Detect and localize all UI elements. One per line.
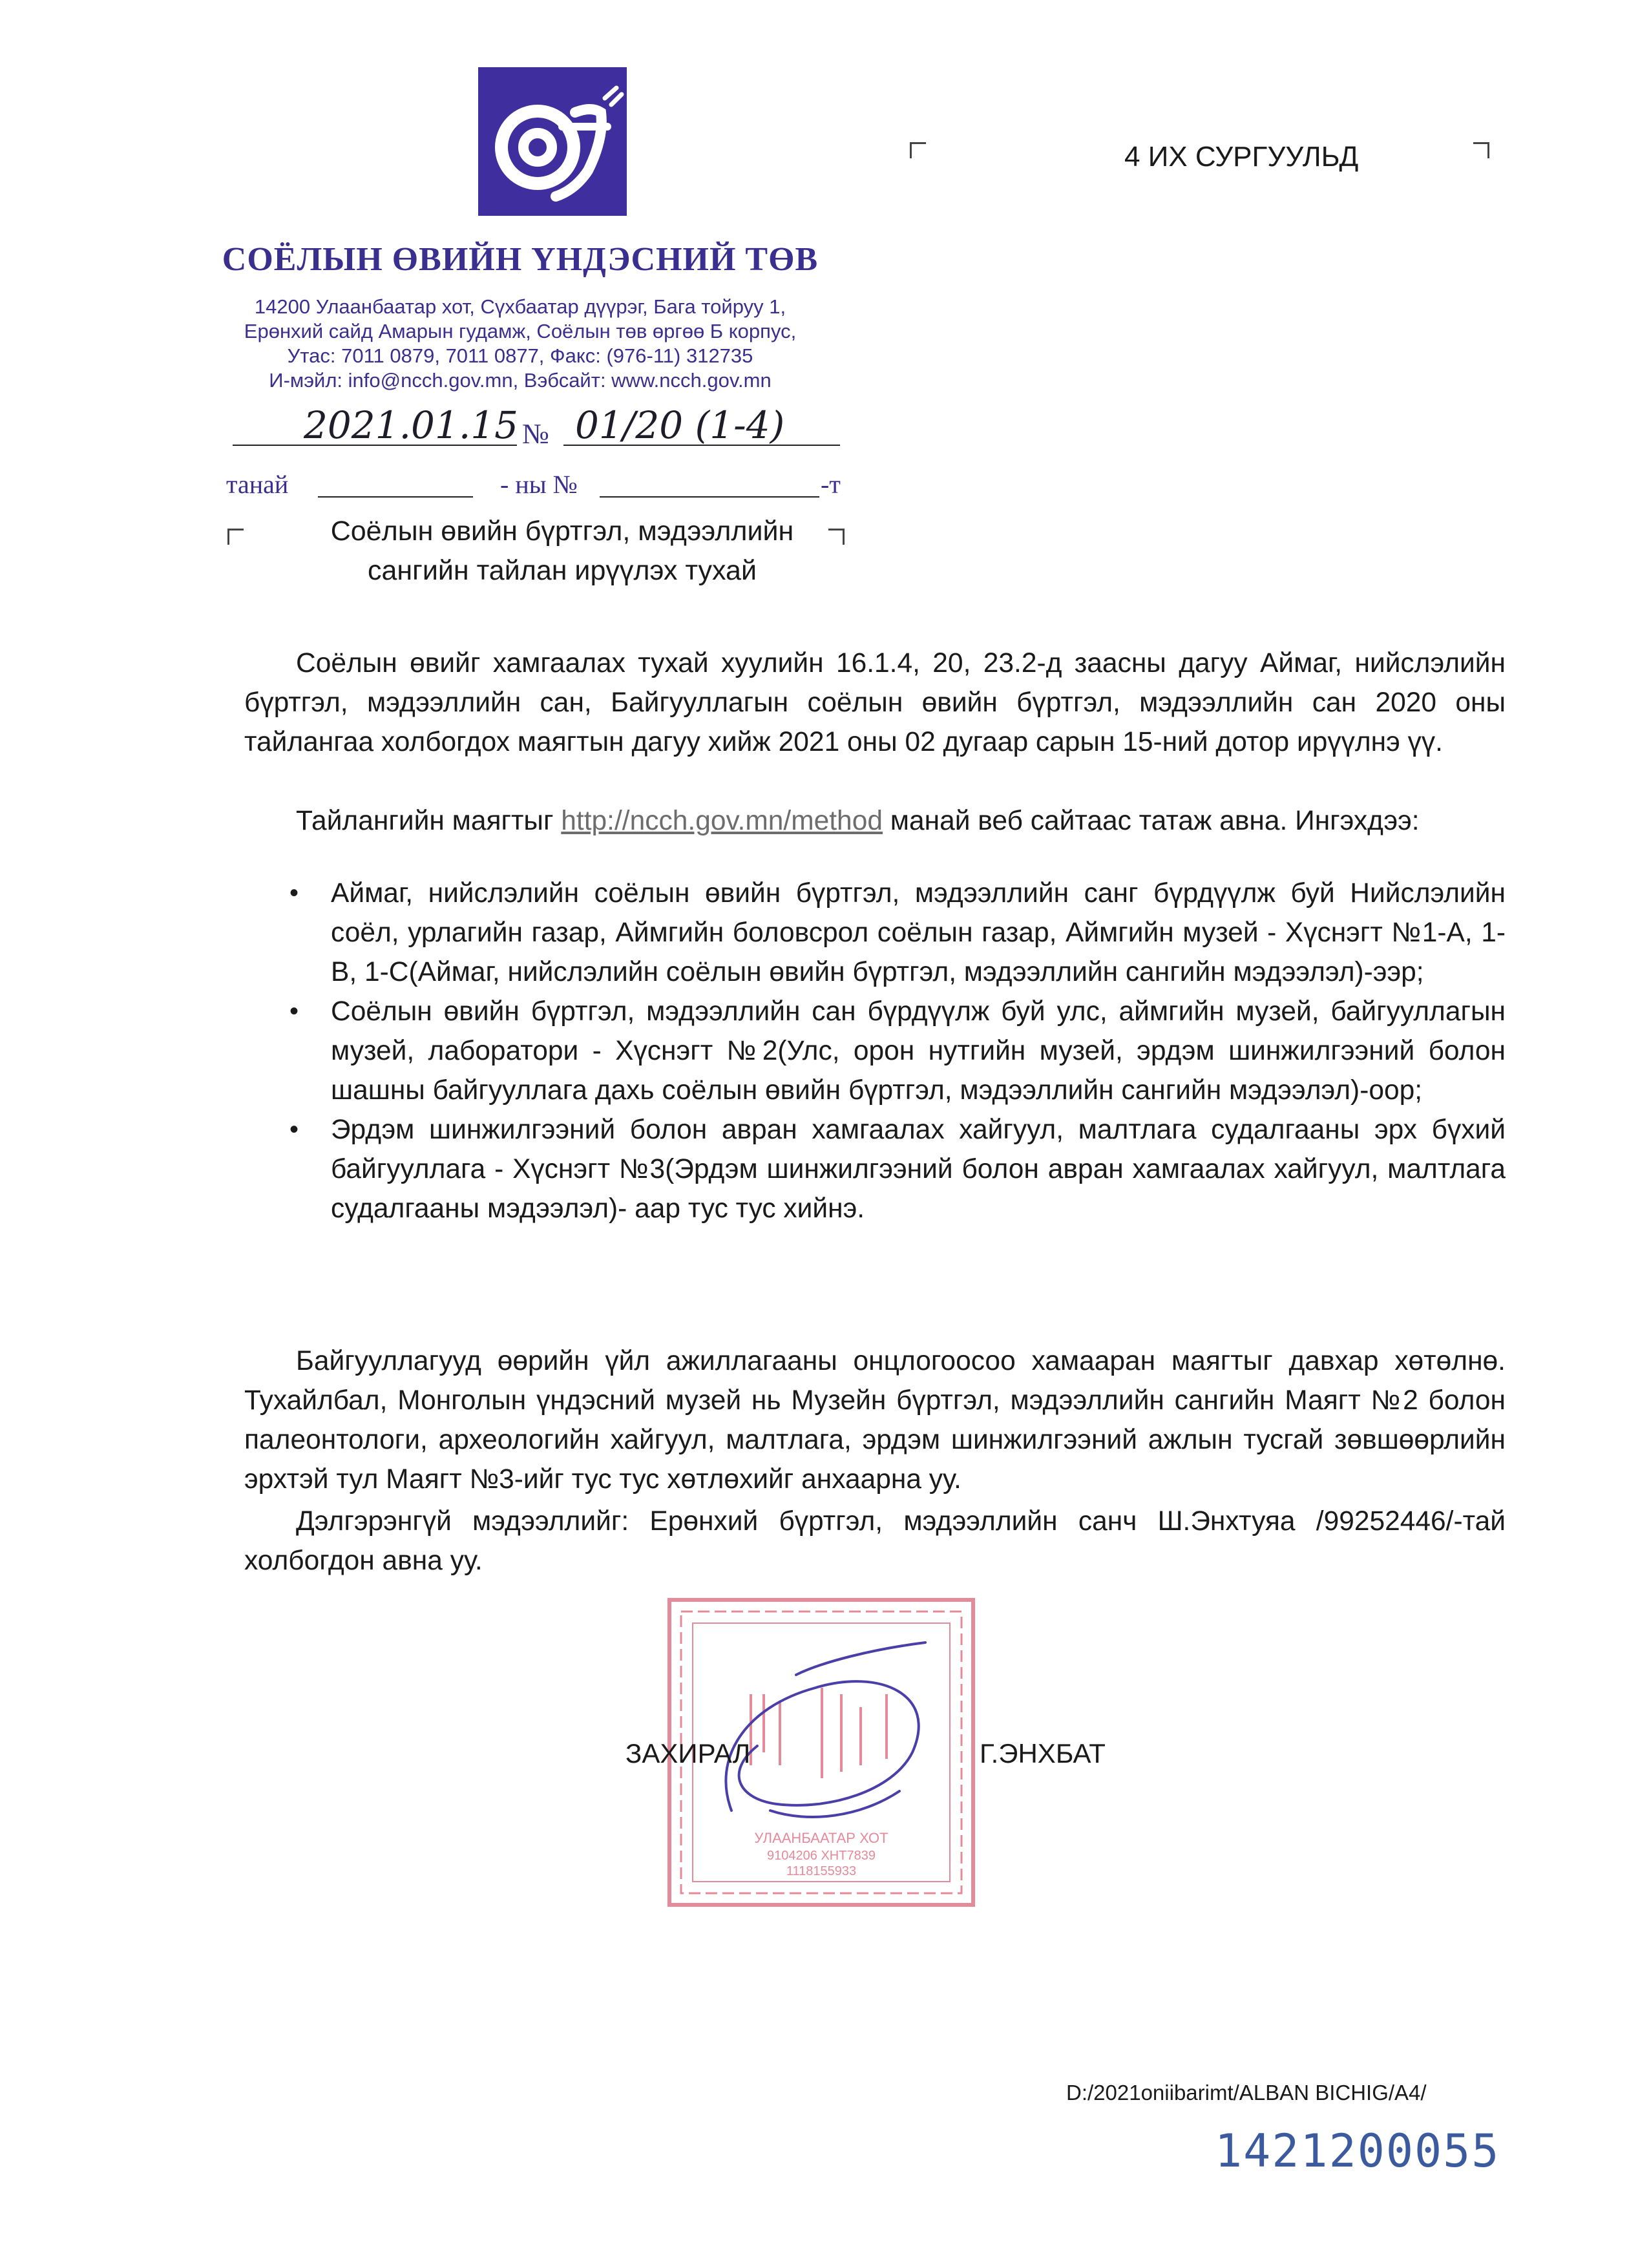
handwritten-signature — [726, 1643, 925, 1817]
recipient: 4 ИХ СУРГУУЛЬД — [1124, 141, 1359, 173]
letter-number: 01/20 (1-4) — [575, 403, 785, 447]
your-number-label: - ны № — [500, 470, 578, 499]
organization-name: СОЁЛЫН ӨВИЙН ҮНДЭСНИЙ ТӨВ — [222, 241, 819, 278]
stamp-text: 9104206 ХНТ7839 — [767, 1849, 876, 1863]
instruction-list — [284, 874, 1506, 1228]
method-link[interactable]: http://ncch.gov.mn/method — [561, 806, 883, 836]
address-line: 14200 Улаанбаатар хот, Сүхбаатар дүүрэг, Бага тойруу 1, — [254, 295, 786, 318]
corner-mark — [1473, 142, 1489, 158]
signatory-name: Г.ЭНХБАТ — [980, 1738, 1106, 1769]
your-ref-label: танай — [226, 470, 289, 499]
ref-suffix: -т — [821, 470, 841, 499]
ncch-logo-icon — [478, 67, 627, 216]
subject — [271, 512, 853, 591]
stamp-text: 1118155933 — [786, 1864, 857, 1878]
corner-mark — [828, 529, 845, 545]
registration-number: 1421200055 — [1215, 2125, 1500, 2178]
contact-line: И-мэйл: info@ncch.gov.mn, Вэбсайт: www.ncch.gov.mn — [269, 369, 772, 392]
number-label: № — [522, 418, 549, 450]
paragraph-text: манай веб сайтаас татаж авна. Ингэхдээ: — [882, 806, 1420, 836]
corner-mark — [227, 529, 244, 545]
list-item — [284, 992, 1506, 1110]
your-number-underline — [600, 496, 819, 498]
list-item-text: Эрдэм шинжилгээний болон авран хамгаалах хайгуул, малтлага судалгааны эрх бүхий байгууллага - Хүснэгт №3(Эрдэм шинжилгээний болон авран хамгаалах хайгуул, малтлага судалгааны мэдээлэл)- аар тус тус хийнэ. — [331, 1115, 1506, 1224]
list-item-text: Аймаг, нийслэлийн соёлын өвийн бүртгэл, мэдээллийн санг бүрдүүлж буй Нийслэлийн соёл, урлагийн газар, Аймгийн боловсрол соёлын газар, Аймгийн музей - Хүснэгт №1-А, 1-В, 1-С(Аймаг, нийслэлийн соёлын өвийн бүртгэл, мэдээллийн сангийн мэдээлэл)-ээр; — [331, 878, 1506, 987]
your-ref-underline — [318, 496, 473, 498]
list-item-text: Соёлын өвийн бүртгэл, мэдээллийн сан бүрдүүлж буй улс, аймгийн музей, байгууллагын музей, лаборатори - Хүснэгт №2(Улс, орон нутгийн музей, эрдэм шинжилгээний болон шашны байгууллага дахь соёлын өвийн бүртгэл, мэдээллийн сангийн мэдээлэл)-оор; — [331, 996, 1506, 1106]
subject-line: Соёлын өвийн бүртгэл, мэдээллийн — [330, 516, 794, 547]
body-paragraph — [244, 801, 1506, 841]
list-item — [284, 1110, 1506, 1228]
corner-mark — [910, 142, 926, 158]
number-underline — [563, 445, 840, 446]
subject-line: сангийн тайлан ирүүлэх тухай — [368, 555, 757, 586]
bullet-icon: • — [289, 1115, 299, 1144]
address-line: Ерөнхий сайд Амарын гудамж, Соёлын төв өргөө Б корпус, — [244, 320, 797, 342]
body-paragraph: Соёлын өвийг хамгаалах тухай хуулийн 16.1.4, 20, 23.2-д заасны дагуу Аймаг, нийслэлийн бүртгэл, мэдээллийн сан, Байгууллагын соёлын өвийн бүртгэл, мэдээллийн сан 2020 оны тайлангаа холбогдох маягтын дагуу хийж 2021 оны 02 дугаар сарын 15-ний дотор ирүүлнэ үү. — [244, 648, 1506, 757]
signatory-title: ЗАХИРАЛ — [625, 1738, 751, 1769]
bullet-icon: • — [289, 997, 299, 1025]
bullet-icon: • — [289, 879, 299, 907]
paragraph-text: Тайлангийн маягтыг — [296, 806, 562, 836]
body-paragraph: Дэлгэрэнгүй мэдээллийг: Ерөнхий бүртгэл, мэдээллийн санч Ш.Энхтуяа /99252446/-тай холбогдон авна уу. — [244, 1506, 1506, 1576]
body-paragraph: Байгууллагууд өөрийн үйл ажиллагааны онцлогоосоо хамааран маягтыг давхар хөтөлнө. Тухайлбал, Монголын үндэсний музей нь Музейн бүртгэл, мэдээллийн сангийн Маягт №2 болон палеонтологи, археологийн хайгуул, малтлага, эрдэм шинжилгээний ажлын тусгай зөвшөөрлийн эрхтэй тул Маягт №3-ийг тус тус хөтлөхийг анхаарна уу. — [244, 1346, 1506, 1495]
list-item — [284, 874, 1506, 992]
letter-date: 2021.01.15 — [304, 403, 519, 447]
stamp-text: УЛААНБААТАР ХОТ — [754, 1830, 888, 1846]
date-underline — [233, 445, 517, 446]
contact-line: Утас: 7011 0879, 7011 0877, Факс: (976-11) 312735 — [287, 344, 753, 367]
file-path: D:/2021oniibarimt/ALBAN BICHIG/A4/ — [1066, 2081, 1427, 2105]
